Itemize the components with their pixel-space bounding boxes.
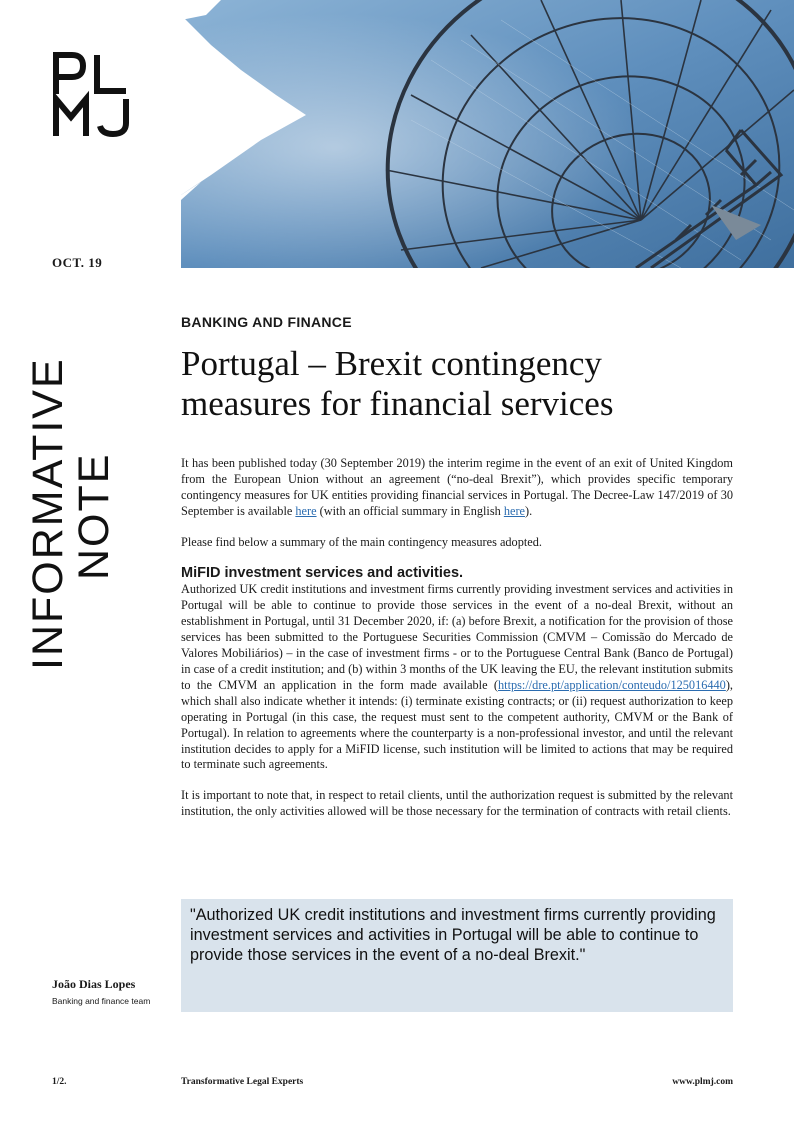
english-summary-link[interactable]: here <box>503 503 526 518</box>
page-number: 1/2. <box>52 1077 67 1087</box>
author-block <box>52 977 162 1007</box>
footer-tagline: Transformative Legal Experts <box>181 1077 304 1087</box>
publication-date: OCT. 19 <box>52 255 103 270</box>
summary-paragraph: Please find below a summary of the main contingency measures adopted. <box>181 534 542 549</box>
article-body <box>181 456 733 835</box>
page-title <box>181 344 741 424</box>
plmj-logo <box>52 52 132 138</box>
hero-image <box>181 0 794 268</box>
document-type-line2: NOTE <box>70 452 118 580</box>
document-type-label <box>25 300 140 670</box>
cmvm-form-link[interactable]: https://dre.pt/application/conteudo/125016440 <box>498 677 726 692</box>
retail-clients-paragraph: It is important to note that, in respect to retail clients, until the authorization request is submitted by the relevant institution, the only activities allowed will be those necessary for the termination of contracts with retail clients. <box>181 788 733 819</box>
section-label: BANKING AND FINANCE <box>181 314 352 330</box>
title-line1: Portugal – Brexit contingency <box>181 344 602 383</box>
author-name: João Dias Lopes <box>52 977 136 991</box>
title-line2: measures for financial services <box>181 384 614 423</box>
decree-law-link[interactable]: here <box>295 503 317 518</box>
footer-website[interactable]: www.plmj.com <box>672 1077 733 1087</box>
pull-quote: "Authorized UK credit institutions and investment firms currently providing investment services and activities in Portugal will be able to continue to provide those services in the event of a no-deal Brexit." <box>181 899 733 1012</box>
mifid-heading: MiFID investment services and activities. <box>181 564 464 581</box>
intro-paragraph: It has been published today (30 September 2019) the interim regime in the event of an exit of United Kingdom from the European Union without an agreement (“no-deal Brexit”), which provides specific temporary contingency measures for UK entities providing financial services in Portugal. The Decree-Law 147/2019 of 30 September is available here (with an official summary in English here). <box>181 456 733 518</box>
author-team: Banking and finance team <box>52 996 151 1006</box>
mifid-paragraph: Authorized UK credit institutions and investment firms currently providing investment services and activities in Portugal will be able to continue to provide those services in the event of a no-deal Brexit, without an establishment in Portugal, until 31 December 2020, if: (a) before Brexit, a notification for the provision of those services has been submitted to the Portuguese Securities Commission (CMVM – Comissão do Mercado de Valores Mobiliários) – in the case of investment firms - or to the Portuguese Central Bank (Banco de Portugal) in case of a credit institution; and (b) within 3 months of the UK leaving the EU, the relevant institution submits to the CMVM an application in the form made available (https://dre.pt/application/conteudo/125016440), which shall also indicate whether it intends: (i) terminate existing contracts; or (ii) request authorization to keep operating in Portugal (in this case, the request must sent to the competent authority, CMVM or the Bank of Portugal). In relation to agreements where the counterparty is a non-professional investor, and until the relevant institution decides to apply for a MiFID license, such institution will be limited to actions that may be required to terminate such agreements. <box>181 582 733 772</box>
document-type-line1: INFORMATIVE <box>24 357 72 670</box>
